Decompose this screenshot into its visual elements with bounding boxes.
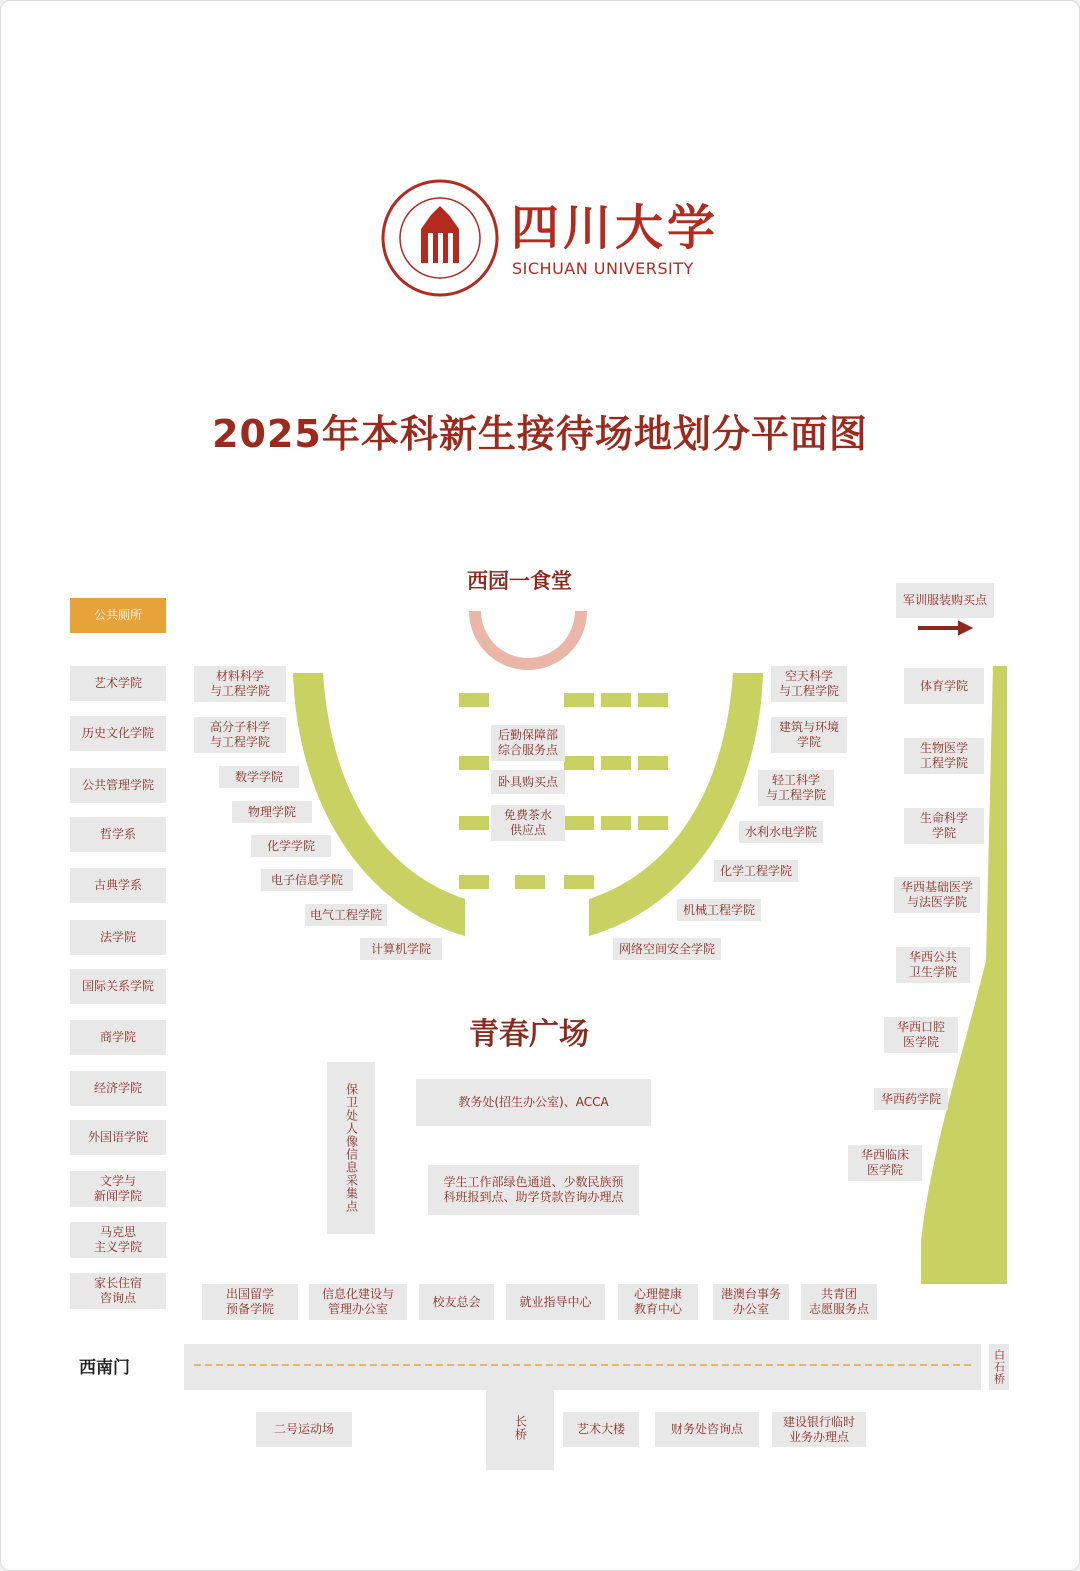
green-block: [638, 816, 668, 830]
green-block: [564, 693, 594, 707]
dept-box: 材料科学 与工程学院: [194, 666, 286, 702]
south-box: 建设银行临时 业务办理点: [772, 1412, 866, 1447]
dept-box: 外国语学院: [70, 1120, 166, 1155]
green-block: [459, 756, 489, 770]
dept-box: 体育学院: [904, 668, 984, 704]
arrow-right-icon: [919, 622, 971, 634]
green-block: [601, 693, 631, 707]
canteen-label: 西园一食堂: [467, 569, 572, 593]
office-box: 信息化建设与 管理办公室: [309, 1284, 407, 1320]
green-block: [638, 756, 668, 770]
office-box: 共青团 志愿服务点: [801, 1284, 877, 1320]
dept-box: 网络空间安全学院: [613, 938, 721, 960]
green-block: [601, 816, 631, 830]
office-box: 就业指导中心: [506, 1284, 605, 1320]
dept-box: 文学与 新闻学院: [70, 1171, 166, 1207]
southwest-gate-label: 西南门: [79, 1358, 130, 1378]
office-box: 校友总会: [419, 1284, 494, 1320]
south-box: 艺术大楼: [563, 1412, 639, 1447]
dept-box: 公共管理学院: [70, 768, 166, 803]
page-title: 2025年本科新生接待场地划分平面图: [212, 412, 868, 456]
dept-box: 数学学院: [219, 766, 299, 788]
road: [184, 1344, 981, 1390]
dept-box: 化学工程学院: [714, 860, 798, 882]
academic-affairs-box: 教务处(招生办公室)、ACCA: [416, 1079, 651, 1126]
green-block: [601, 756, 631, 770]
dept-box: 生物医学 工程学院: [904, 738, 984, 774]
plaza-label: 青春广场: [469, 1017, 589, 1052]
toilet-box: 公共厕所: [70, 598, 166, 633]
green-block: [459, 693, 489, 707]
dept-box: 空天科学 与工程学院: [771, 666, 847, 702]
uniform-shop-box: 军训服装购买点: [896, 583, 994, 618]
green-block: [459, 875, 489, 889]
green-block: [564, 756, 594, 770]
right-green-arc: [589, 673, 763, 936]
dept-box: 生命科学 学院: [904, 808, 984, 844]
green-block: [459, 816, 489, 830]
baishi-bridge-box: 白石桥: [989, 1344, 1009, 1390]
student-work-box: 学生工作部绿色通道、少数民族预 科班报到点、助学贷款咨询办理点: [428, 1165, 639, 1215]
dept-box: 法学院: [70, 920, 166, 955]
dept-box: 化学学院: [251, 835, 331, 857]
dept-box: 艺术学院: [70, 666, 166, 701]
office-box: 出国留学 预备学院: [202, 1284, 298, 1320]
dept-box: 高分子科学 与工程学院: [194, 717, 286, 753]
office-box: 港澳台事务 办公室: [713, 1284, 789, 1320]
dept-box: 华西临床 医学院: [848, 1145, 922, 1181]
dept-box: 轻工科学 与工程学院: [758, 770, 834, 806]
green-block: [515, 875, 545, 889]
service-box: 免费茶水 供应点: [491, 805, 565, 841]
office-box: 心理健康 教育中心: [618, 1284, 698, 1320]
dept-box: 电子信息学院: [261, 869, 353, 891]
green-block: [638, 693, 668, 707]
dept-box: 电气工程学院: [305, 904, 387, 926]
dept-box: 水利水电学院: [739, 821, 823, 843]
dept-box: 哲学系: [70, 817, 166, 852]
dept-box: 家长住宿 咨询点: [70, 1273, 166, 1309]
university-seal-icon: [383, 181, 497, 295]
dept-box: 国际关系学院: [70, 969, 166, 1004]
dept-box: 经济学院: [70, 1071, 166, 1106]
canteen-arc: [469, 611, 587, 670]
dept-box: 古典学系: [70, 868, 166, 903]
south-box: 财务处咨询点: [655, 1412, 759, 1447]
dept-box: 商学院: [70, 1020, 166, 1055]
dept-box: 华西公共 卫生学院: [896, 947, 970, 983]
dept-box: 马克思 主义学院: [70, 1222, 166, 1258]
dept-box: 物理学院: [232, 801, 312, 823]
dept-box: 机械工程学院: [677, 899, 761, 921]
dept-box: 华西口腔 医学院: [884, 1017, 958, 1053]
dept-box: 计算机学院: [360, 938, 442, 960]
security-box: 保卫处人像信息采集点: [327, 1062, 375, 1234]
green-block: [564, 875, 594, 889]
dept-box: 华西药学院: [874, 1088, 948, 1110]
changqiao-label: 长桥: [513, 1415, 528, 1441]
service-box: 卧具购买点: [491, 770, 565, 794]
dept-box: 历史文化学院: [70, 716, 166, 751]
dept-box: 建筑与环境 学院: [771, 717, 847, 753]
service-box: 后勤保障部 综合服务点: [491, 725, 565, 761]
logo-text-en: SICHUAN UNIVERSITY: [512, 259, 694, 278]
green-block: [564, 816, 594, 830]
dept-box: 华西基础医学 与法医学院: [894, 877, 980, 913]
logo-text-cn: 四川大学: [511, 200, 720, 256]
south-box: 二号运动场: [256, 1412, 352, 1447]
left-green-arc: [293, 673, 465, 936]
